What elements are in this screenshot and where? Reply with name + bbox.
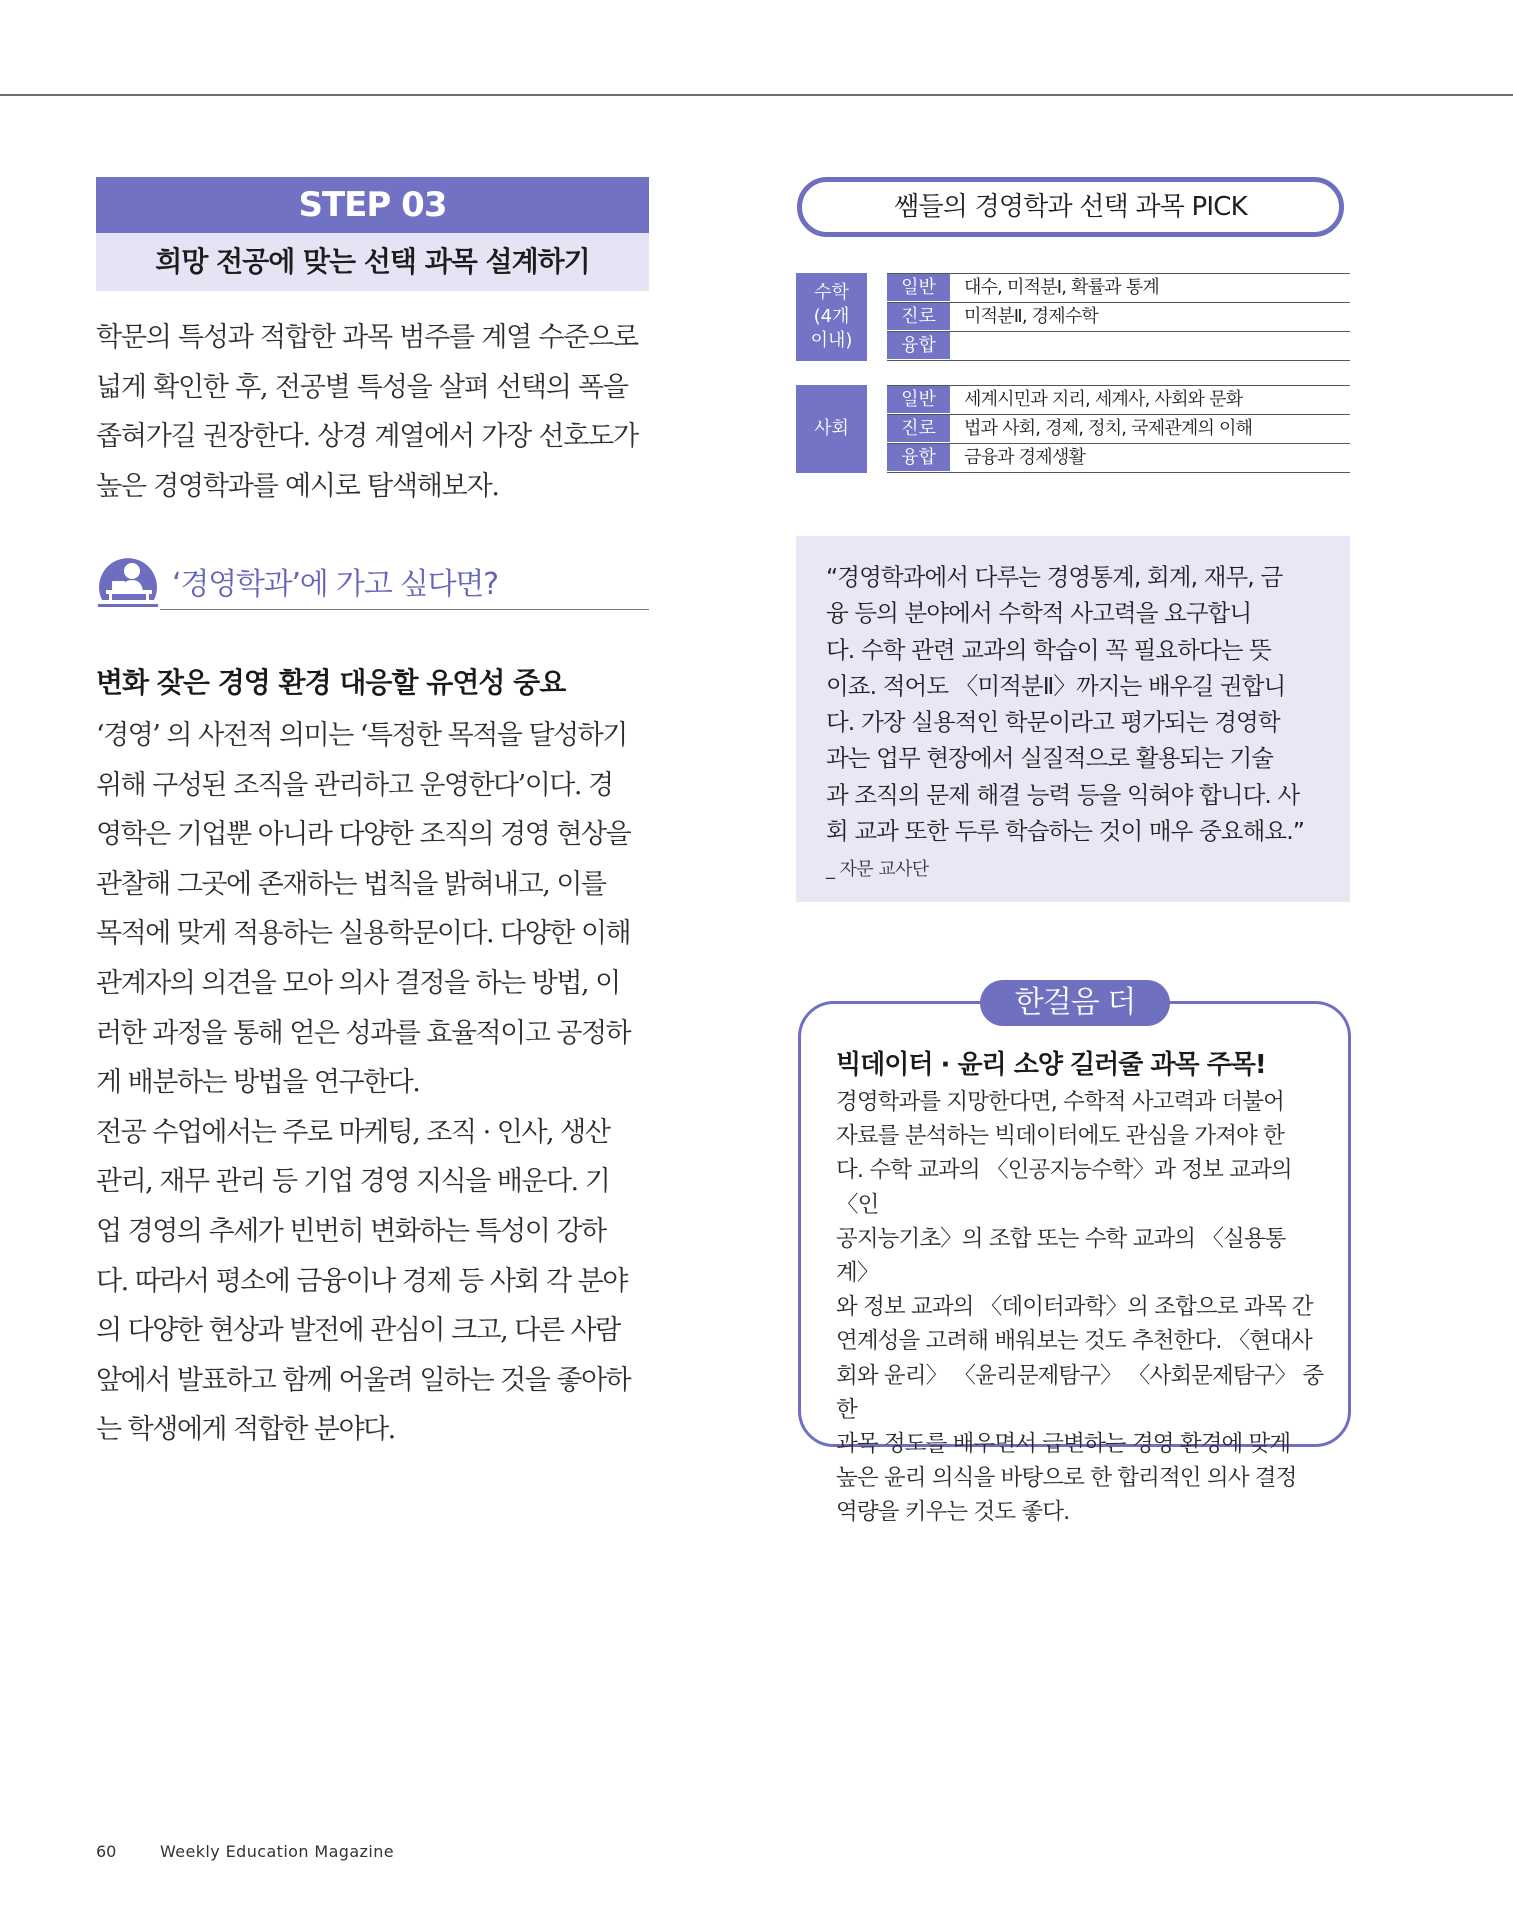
row-subjects: 미적분Ⅱ, 경제수학 (964, 306, 1099, 327)
row-subjects: 법과 사회, 경제, 정치, 국제관계의 이해 (964, 418, 1253, 439)
section-divider (160, 609, 649, 610)
row-tag: 융합 (887, 332, 950, 359)
intro-paragraph: 학문의 특성과 적합한 과목 범주를 계열 수준으로 넓게 확인한 후, 전공별 특성을 살펴 선택의 폭을 좁혀가길 권장한다. 상경 계열에서 가장 선호도가 높은 경영학과를 예시로 탐색해보자. (96, 322, 638, 502)
pick-title: 쌤들의 경영학과 선택 과목 PICK (797, 177, 1344, 237)
row-subjects: 대수, 미적분Ⅰ, 확률과 통계 (964, 277, 1159, 298)
table-row (887, 303, 1350, 330)
table-line (887, 360, 1350, 361)
category-social-label: 사회 (814, 418, 849, 439)
row-tag: 일반 (887, 386, 950, 413)
row-subjects: 세계시민과 지리, 세계사, 사회와 문화 (964, 389, 1243, 410)
section-body: ‘경영’ 의 사전적 의미는 ‘특정한 목적을 달성하기 위해 구성된 조직을 관리하고 운영한다’이다. 경 영학은 기업뿐 아니라 다양한 조직의 경영 현상을 관찰해 그곳에 존재하는 법칙을 밝혀내고, 이를 목적에 맞게 적용하는 실용학문이다. 다양한 이해 관계자의 의견을 모아 의사 결정을 하는 방법, 이 러한 과정을 통해 얻은 성과를 효율적이고 공정하 게 배분하는 방법을 연구한다. 전공 수업에서는 주로 마케팅, 조직 · 인사, 생산 관리, 재무 관리 등 기업 경영 지식을 배운다. 기 업 경영의 추세가 빈번히 변화하는 특성이 강하 다. 따라서 평소에 금융이나 경제 등 사회 각 분야 의 다양한 현상과 발전에 관심이 크고, 다른 사람 앞에서 발표하고 함께 어울려 일하는 것을 좋아하 는 학생에게 적합한 분야다. (96, 720, 631, 1446)
row-subjects (950, 332, 1350, 359)
table-row (887, 332, 1350, 359)
category-math-label: 수학 (4개 이내) (810, 282, 853, 351)
page-number: 60 (96, 1842, 117, 1861)
section-title: 변화 잦은 경영 환경 대응할 유연성 중요 (96, 666, 566, 699)
more-text: 경영학과를 지망한다면, 수학적 사고력과 더불어 자료를 분석하는 빅데이터에도 관심을 가져야 한 다. 수학 교과의 〈인공지능수학〉과 정보 교과의 〈인 공지능기초〉의 조합 또는 수학 교과의 〈실용통계〉 와 정보 교과의 〈데이터과학〉의 조합으로 과목 간 연계성을 고려해 배워보는 것도 추천한다. 〈현대사 회와 윤리〉 〈윤리문제탐구〉 〈사회문제탐구〉 중 한 과목 정도를 배우면서 급변하는 경영 환경에 맞게 높은 윤리 의식을 바탕으로 한 합리적인 의사 결정 역량을 키우는 것도 좋다. (836, 1089, 1324, 1526)
table-row (887, 274, 1350, 301)
table-row (887, 386, 1350, 413)
row-tag: 진로 (887, 415, 950, 442)
table-row (887, 444, 1350, 471)
quote-source: _ 자문 교사단 (826, 859, 929, 880)
step-label: STEP 03 (96, 177, 649, 233)
table-row (887, 415, 1350, 442)
section-heading: ‘경영학과’에 가고 싶다면? (172, 567, 498, 602)
row-tag: 일반 (887, 274, 950, 301)
more-badge: 한걸음 더 (980, 980, 1170, 1026)
more-title: 빅데이터 · 윤리 소양 길러줄 과목 주목! (836, 1050, 1266, 1080)
row-tag: 융합 (887, 444, 950, 471)
row-subjects: 금융과 경제생활 (964, 447, 1086, 468)
row-tag: 진로 (887, 303, 950, 330)
category-math (796, 273, 867, 361)
category-social (796, 385, 867, 473)
student-at-desk-icon (96, 556, 160, 614)
quote-text: “경영학과에서 다루는 경영통계, 회계, 재무, 금 융 등의 분야에서 수학적 사고력을 요구합니 다. 수학 관련 교과의 학습이 꼭 필요하다는 뜻 이죠. 적어도 〈미적분Ⅱ〉까지는 배우길 권합니 다. 가장 실용적인 학문이라고 평가되는 경영학 과는 업무 현장에서 실질적으로 활용되는 기술 과 조직의 문제 해결 능력 등을 익혀야 합니다. 사 회 교과 또한 두루 학습하는 것이 매우 중요해요.” (826, 563, 1305, 846)
magazine-name: Weekly Education Magazine (160, 1842, 394, 1861)
top-rule (0, 94, 1513, 96)
step-subtitle: 희망 전공에 맞는 선택 과목 설계하기 (96, 233, 649, 291)
table-line (887, 472, 1350, 473)
